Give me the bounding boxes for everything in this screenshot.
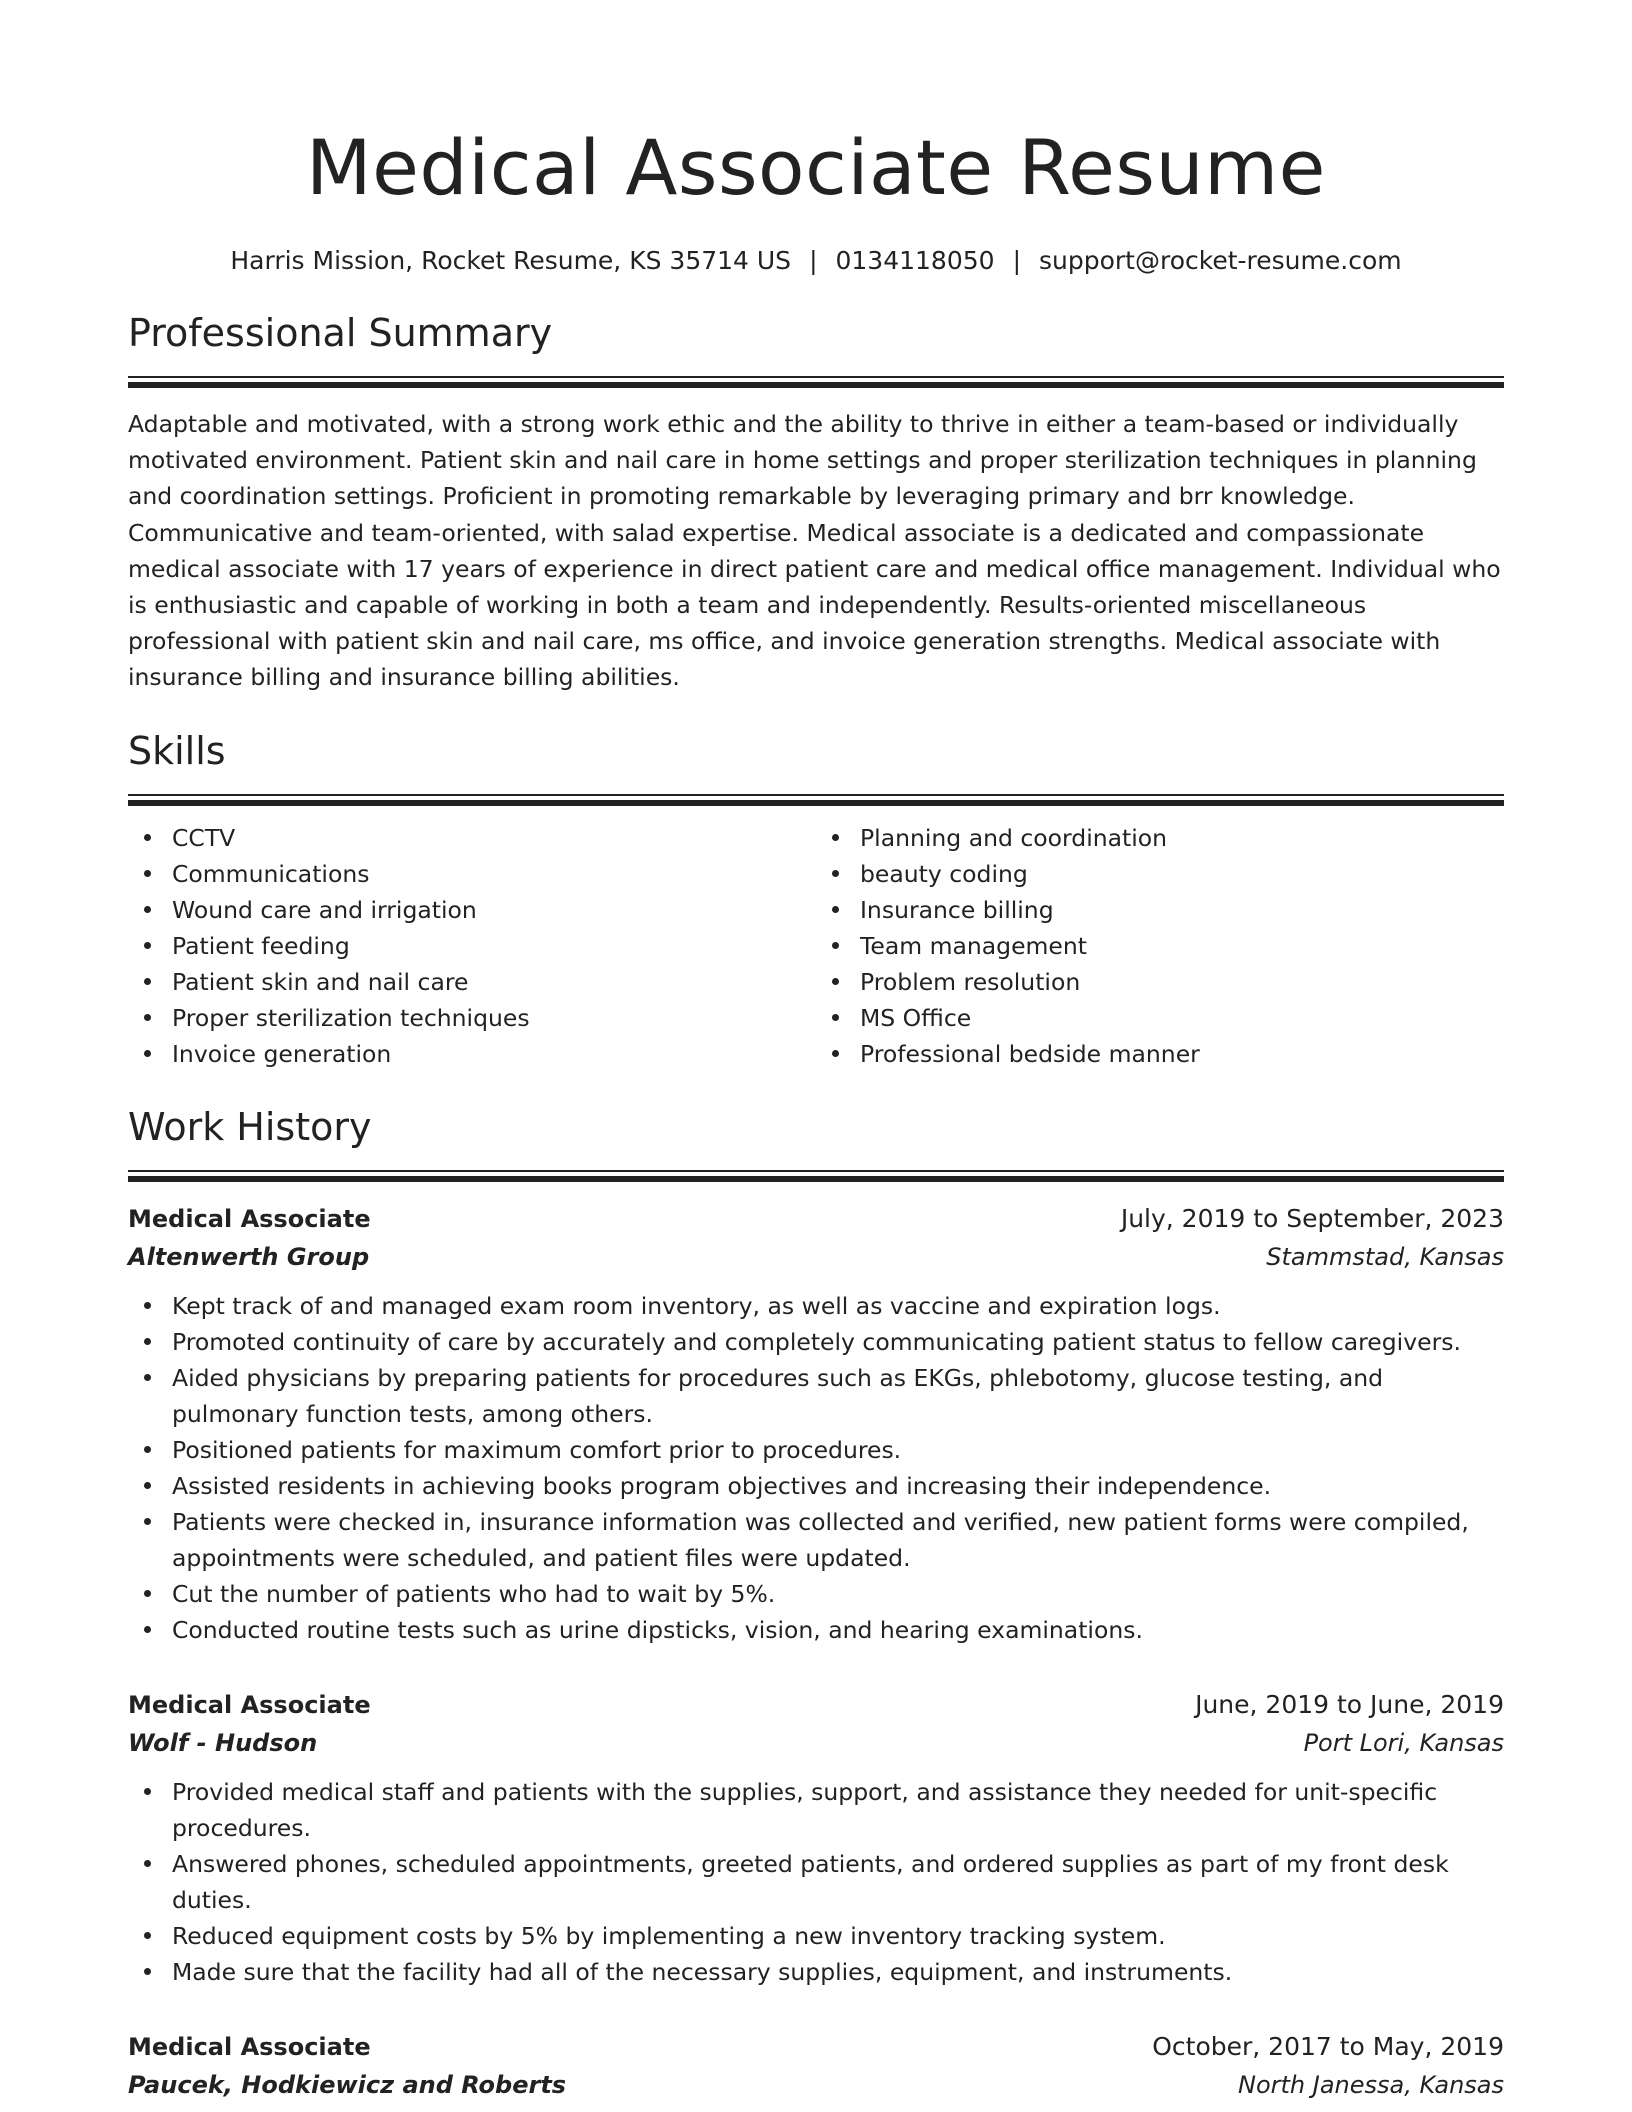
section-divider xyxy=(128,376,1504,388)
job-entry xyxy=(128,1686,1504,1990)
job-location: Port Lori, Kansas xyxy=(1303,1728,1504,1757)
job-dates: October, 2017 to May, 2019 xyxy=(1152,2031,1504,2061)
job-dates: July, 2019 to September, 2023 xyxy=(1120,1203,1504,1233)
contact-address: Harris Mission, Rocket Resume, KS 35714 US xyxy=(230,246,792,275)
skill-item: Invoice generation xyxy=(172,1036,816,1072)
work-history-heading: Work History xyxy=(128,1104,372,1149)
job-bullet: Aided physicians by preparing patients for procedures such as EKGs, phlebotomy, glucose testing, and pulmonary function tests, among others. xyxy=(172,1360,1504,1432)
skill-item: Patient skin and nail care xyxy=(172,964,816,1000)
job-title: Medical Associate xyxy=(128,2032,371,2061)
job-bullet: Promoted continuity of care by accurately and completely communicating patient status to fellow caregivers. xyxy=(172,1324,1504,1360)
skills-grid xyxy=(128,820,1504,1072)
skill-item: Team management xyxy=(860,928,1504,964)
skills-section xyxy=(128,726,1504,1072)
job-bullet: Conducted routine tests such as urine dipsticks, vision, and hearing examinations. xyxy=(172,1612,1504,1648)
contact-email: support@rocket-resume.com xyxy=(1039,246,1402,275)
job-bullet: Kept track of and managed exam room inventory, as well as vaccine and expiration logs. xyxy=(172,1288,1504,1324)
contact-separator: | xyxy=(809,246,818,275)
job-bullets xyxy=(128,1774,1504,1990)
skill-item: Problem resolution xyxy=(860,964,1504,1000)
summary-heading: Professional Summary xyxy=(128,311,553,355)
job-bullet: Made sure that the facility had all of the necessary supplies, equipment, and instruments. xyxy=(172,1954,1504,1990)
job-bullet: Assisted residents in achieving books program objectives and increasing their independence. xyxy=(172,1468,1504,1504)
resume-title: Medical Associate Resume xyxy=(306,123,1326,212)
work-history-section xyxy=(128,1102,1504,2104)
job-entry xyxy=(128,2028,1504,2104)
skill-item: Communications xyxy=(172,856,816,892)
skill-item: Patient feeding xyxy=(172,928,816,964)
job-bullet: Cut the number of patients who had to wait by 5%. xyxy=(172,1576,1504,1612)
contact-separator: | xyxy=(1012,246,1021,275)
job-bullet: Patients were checked in, insurance information was collected and verified, new patient forms were compiled, appointments were scheduled, and patient files were updated. xyxy=(172,1504,1504,1576)
job-location: Stammstad, Kansas xyxy=(1266,1242,1504,1271)
job-location: North Janessa, Kansas xyxy=(1237,2070,1504,2099)
job-company: Wolf - Hudson xyxy=(128,1728,318,1757)
contact-phone: 0134118050 xyxy=(835,246,995,275)
job-bullet: Provided medical staff and patients with the supplies, support, and assistance they needed for unit-specific procedures. xyxy=(172,1774,1504,1846)
skill-item: Planning and coordination xyxy=(860,820,1504,856)
skill-item: Proper sterilization techniques xyxy=(172,1000,816,1036)
skills-list-right xyxy=(816,820,1504,1072)
skill-item: CCTV xyxy=(172,820,816,856)
job-entry xyxy=(128,1200,1504,1648)
section-divider xyxy=(128,794,1504,806)
summary-section xyxy=(128,308,1504,696)
section-divider xyxy=(128,1170,1504,1182)
skill-item: Wound care and irrigation xyxy=(172,892,816,928)
job-bullet: Reduced equipment costs by 5% by implementing a new inventory tracking system. xyxy=(172,1918,1504,1954)
skills-heading: Skills xyxy=(128,728,226,773)
skill-item: beauty coding xyxy=(860,856,1504,892)
job-bullets xyxy=(128,1288,1504,1648)
job-company: Paucek, Hodkiewicz and Roberts xyxy=(128,2070,567,2099)
job-dates: June, 2019 to June, 2019 xyxy=(1195,1689,1504,1719)
job-bullet: Positioned patients for maximum comfort prior to procedures. xyxy=(172,1432,1504,1468)
skill-item: MS Office xyxy=(860,1000,1504,1036)
job-company: Altenwerth Group xyxy=(128,1242,370,1271)
summary-text: Adaptable and motivated, with a strong work ethic and the ability to thrive in either a team-based or individually motivated environment. Patient skin and nail care in home settings and proper sterilization techniques in planning and coordination settings. Proficient in promoting remarkable by leveraging primary and brr knowledge. Communicative and team-oriented, with salad expertise. Medical associate is a dedicated and compassionate medical associate with 17 years of experience in direct patient care and medical office management. Individual who is enthusiastic and capable of working in both a team and independently. Results-oriented miscellaneous professional with patient skin and nail care, ms office, and invoice generation strengths. Medical associate with insurance billing and insurance billing abilities. xyxy=(128,410,1501,692)
job-bullet: Answered phones, scheduled appointments, greeted patients, and ordered supplies as part of my front desk duties. xyxy=(172,1846,1504,1918)
skill-item: Professional bedside manner xyxy=(860,1036,1504,1072)
contact-line xyxy=(128,244,1504,278)
skills-list-left xyxy=(128,820,816,1072)
job-title: Medical Associate xyxy=(128,1690,371,1719)
skill-item: Insurance billing xyxy=(860,892,1504,928)
job-title: Medical Associate xyxy=(128,1204,371,1233)
